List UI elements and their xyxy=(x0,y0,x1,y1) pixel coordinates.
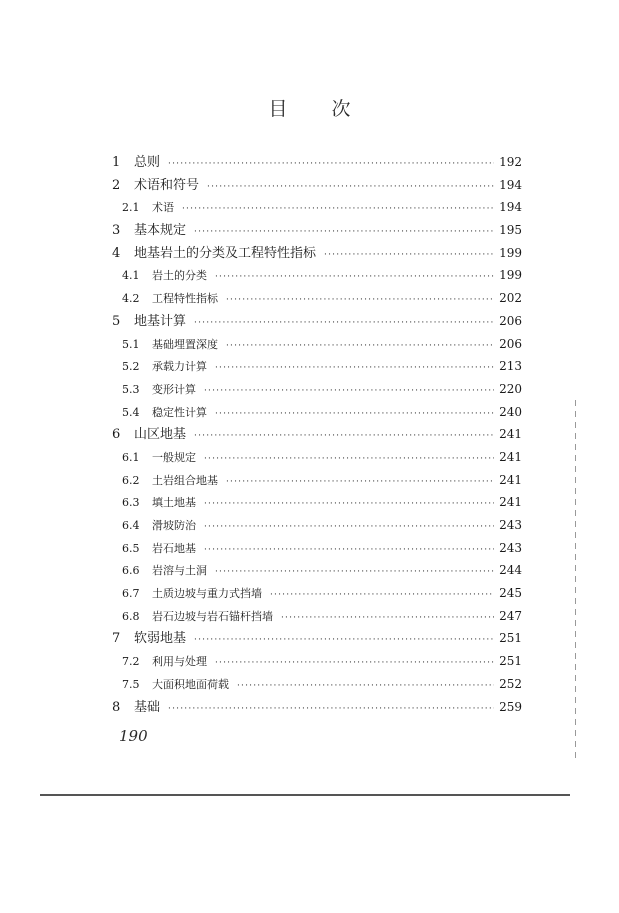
toc-label: 岩石地基 xyxy=(152,541,196,555)
toc-label: 术语 xyxy=(152,201,174,215)
toc-page-number: 199 xyxy=(499,245,522,260)
toc-label: 岩溶与土洞 xyxy=(152,564,207,578)
toc-label: 变形计算 xyxy=(152,382,196,396)
bottom-rule xyxy=(40,794,570,796)
toc-page-number: 240 xyxy=(499,404,522,419)
toc-number: 4.2 xyxy=(122,292,140,306)
toc-leader-dots xyxy=(270,584,494,607)
toc-number: 6.2 xyxy=(122,473,140,487)
toc-section-row[interactable] xyxy=(112,196,522,219)
toc-page-number: 241 xyxy=(499,472,522,487)
toc-label: 软弱地基 xyxy=(134,631,187,647)
toc-section-row[interactable] xyxy=(112,559,522,582)
toc-label: 稳定性计算 xyxy=(152,405,207,419)
toc-chapter-row[interactable] xyxy=(112,151,522,174)
toc-leader-dots xyxy=(324,244,494,267)
toc-label: 地基岩土的分类及工程特性指标 xyxy=(134,245,317,261)
toc-number: 2 xyxy=(112,177,121,193)
toc-chapter-row[interactable] xyxy=(112,174,522,197)
toc-leader-dots xyxy=(215,652,494,675)
toc-label: 基本规定 xyxy=(134,223,187,239)
toc-number: 6.6 xyxy=(122,564,140,578)
toc-page-number: 206 xyxy=(499,336,522,351)
page-number: 190 xyxy=(119,727,148,745)
toc-page-number: 195 xyxy=(499,223,522,238)
toc-number: 6.5 xyxy=(122,541,140,555)
margin-line xyxy=(575,400,576,760)
toc-section-row[interactable] xyxy=(112,514,522,537)
toc-leader-dots xyxy=(194,425,494,448)
toc-leader-dots xyxy=(226,471,494,494)
toc-leader-dots xyxy=(204,493,494,516)
toc-label: 大面积地面荷载 xyxy=(152,677,229,691)
toc-number: 8 xyxy=(112,699,121,715)
toc-leader-dots xyxy=(207,176,494,199)
toc-leader-dots xyxy=(215,403,494,426)
toc-leader-dots xyxy=(194,312,494,335)
toc-chapter-row[interactable] xyxy=(112,310,522,333)
toc-section-row[interactable] xyxy=(112,537,522,560)
toc-number: 6 xyxy=(112,427,121,443)
toc-leader-dots xyxy=(237,675,494,698)
toc-label: 滑坡防治 xyxy=(152,519,196,532)
toc-number: 1 xyxy=(112,155,121,170)
toc-number: 5.4 xyxy=(122,405,140,419)
toc-page-number: 241 xyxy=(499,427,522,442)
toc-number: 7.2 xyxy=(122,655,140,669)
toc-page-number: 213 xyxy=(499,359,522,374)
toc-section-row[interactable] xyxy=(112,264,522,287)
toc-section-row[interactable] xyxy=(112,378,522,401)
toc-label: 土岩组合地基 xyxy=(152,473,218,487)
toc-chapter-row[interactable] xyxy=(112,696,522,719)
toc-page-number: 247 xyxy=(499,608,522,623)
toc-chapter-row[interactable] xyxy=(112,219,522,242)
toc-page-number: 243 xyxy=(499,540,522,555)
toc-chapter-row[interactable] xyxy=(112,423,522,446)
toc-chapter-row[interactable] xyxy=(112,627,522,650)
toc-label: 填土地基 xyxy=(152,496,196,510)
toc-leader-dots xyxy=(168,698,494,721)
toc-leader-dots xyxy=(204,380,494,403)
toc-leader-dots xyxy=(182,198,494,221)
title-left-char: 目 xyxy=(268,98,288,120)
toc-leader-dots xyxy=(204,516,494,539)
toc-number: 6.4 xyxy=(122,519,140,532)
toc-page-number: 244 xyxy=(499,563,522,578)
toc-label: 术语和符号 xyxy=(134,177,200,193)
toc-section-row[interactable] xyxy=(112,491,522,514)
toc-leader-dots xyxy=(204,448,494,471)
toc-page-number: 241 xyxy=(499,495,522,510)
toc-number: 5.2 xyxy=(122,360,140,374)
toc-leader-dots xyxy=(281,607,494,630)
toc-label: 土质边坡与重力式挡墙 xyxy=(152,587,262,601)
toc-page-number: 206 xyxy=(499,313,522,328)
toc-page-number: 199 xyxy=(499,268,522,283)
toc-number: 7 xyxy=(112,631,121,647)
toc-label: 承载力计算 xyxy=(152,360,207,374)
toc-section-row[interactable] xyxy=(112,605,522,628)
toc-label: 岩土的分类 xyxy=(152,269,207,283)
toc-number: 4.1 xyxy=(122,269,140,283)
toc-leader-dots xyxy=(226,289,494,312)
toc-number: 3 xyxy=(112,223,121,239)
toc-section-row[interactable] xyxy=(112,401,522,424)
toc-number: 2.1 xyxy=(122,201,140,215)
toc-section-row[interactable] xyxy=(112,355,522,378)
toc-section-row[interactable] xyxy=(112,333,522,356)
toc-number: 5.1 xyxy=(122,337,140,351)
toc-page-number: 243 xyxy=(499,518,522,532)
toc-page-number: 252 xyxy=(499,676,522,691)
toc-section-row[interactable] xyxy=(112,673,522,696)
toc-label: 岩石边坡与岩石锚杆挡墙 xyxy=(152,609,273,623)
toc-section-row[interactable] xyxy=(112,469,522,492)
title-right-char: 次 xyxy=(331,98,351,120)
toc-leader-dots xyxy=(194,221,494,244)
toc-page-number: 192 xyxy=(499,155,522,169)
toc-page-number: 202 xyxy=(499,291,522,306)
toc-label: 基础 xyxy=(134,699,161,715)
toc-leader-dots xyxy=(194,629,494,652)
toc-label: 基础埋置深度 xyxy=(152,337,218,351)
toc-page-number: 220 xyxy=(499,381,522,396)
toc-page-number: 245 xyxy=(499,586,522,601)
toc-page-number: 251 xyxy=(499,654,522,669)
toc-section-row[interactable] xyxy=(112,582,522,605)
toc-page-number: 241 xyxy=(499,449,522,464)
toc-section-row[interactable] xyxy=(112,287,522,310)
toc-leader-dots xyxy=(168,153,494,176)
toc-number: 5.3 xyxy=(122,382,140,396)
toc-number: 6.8 xyxy=(122,609,140,623)
toc-number: 6.7 xyxy=(122,587,140,601)
toc-section-row[interactable] xyxy=(112,446,522,469)
toc-label: 地基计算 xyxy=(134,313,187,329)
table-of-contents xyxy=(112,151,522,718)
toc-label: 山区地基 xyxy=(134,427,187,443)
toc-number: 5 xyxy=(112,313,121,329)
toc-number: 6.1 xyxy=(122,450,140,464)
toc-leader-dots xyxy=(215,357,494,380)
toc-page-number: 259 xyxy=(499,699,522,714)
toc-leader-dots xyxy=(226,335,494,358)
toc-number: 7.5 xyxy=(122,677,140,691)
toc-page-number: 194 xyxy=(499,200,522,215)
toc-page-number: 251 xyxy=(499,631,522,646)
toc-label: 工程特性指标 xyxy=(152,292,218,306)
toc-label: 总则 xyxy=(134,155,161,170)
toc-leader-dots xyxy=(204,539,494,562)
toc-leader-dots xyxy=(215,266,494,289)
toc-label: 一般规定 xyxy=(152,450,196,464)
toc-number: 4 xyxy=(112,245,121,261)
toc-label: 利用与处理 xyxy=(152,655,207,669)
toc-number: 6.3 xyxy=(122,496,140,510)
toc-page-number: 194 xyxy=(499,177,522,192)
page-title xyxy=(0,94,619,121)
toc-section-row[interactable] xyxy=(112,650,522,673)
toc-chapter-row[interactable] xyxy=(112,242,522,265)
toc-leader-dots xyxy=(215,561,494,584)
